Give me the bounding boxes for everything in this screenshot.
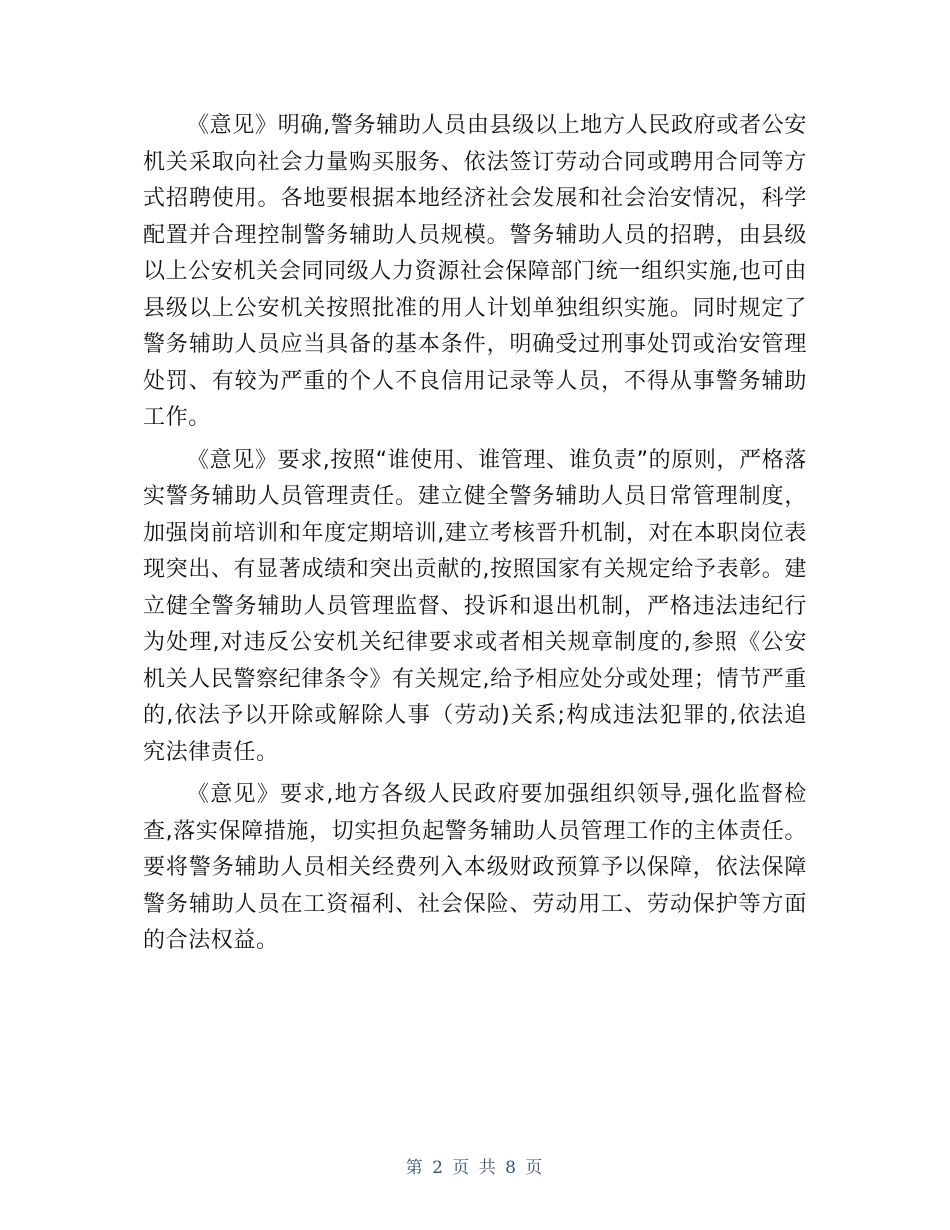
paragraph-1: 《意见》明确,警务辅助人员由县级以上地方人民政府或者公安机关采取向社会力量购买服务、依法签订劳动合同或聘用合同等方式招聘使用。各地要根据本地经济社会发展和社会治安情况，科学配置并合理控制警务辅助人员规模。警务辅助人员的招聘，由县级以上公安机关会同同级人力资源社会保障部门统一组织实施,也可由县级以上公安机关按照批准的用人计划单独组织实施。同时规定了警务辅助人员应当具备的基本条件，明确受过刑事处罚或治安管理处罚、有较为严重的个人不良信用记录等人员，不得从事警务辅助工作。 <box>143 113 807 430</box>
page-number-footer: 第 2 页 共 8 页 <box>405 1158 545 1178</box>
document-body <box>143 108 807 960</box>
paragraph-2: 《意见》要求,按照“谁使用、谁管理、谁负责”的原则，严格落实警务辅助人员管理责任。建立健全警务辅助人员日常管理制度，加强岗前培训和年度定期培训,建立考核晋升机制，对在本职岗位表现突出、有显著成绩和突出贡献的,按照国家有关规定给予表彰。建立健全警务辅助人员管理监督、投诉和退出机制，严格违法违纪行为处理,对违反公安机关纪律要求或者相关规章制度的,参照《公安机关人民警察纪律条令》有关规定,给予相应处分或处理；情节严重的,依法予以开除或解除人事（劳动)关系;构成违法犯罪的,依法追究法律责任。 <box>143 447 807 765</box>
paragraph-3: 《意见》要求,地方各级人民政府要加强组织领导,强化监督检查,落实保障措施，切实担负起警务辅助人员管理工作的主体责任。要将警务辅助人员相关经费列入本级财政预算予以保障，依法保障警务辅助人员在工资福利、社会保险、劳动用工、劳动保护等方面的合法权益。 <box>143 782 807 953</box>
